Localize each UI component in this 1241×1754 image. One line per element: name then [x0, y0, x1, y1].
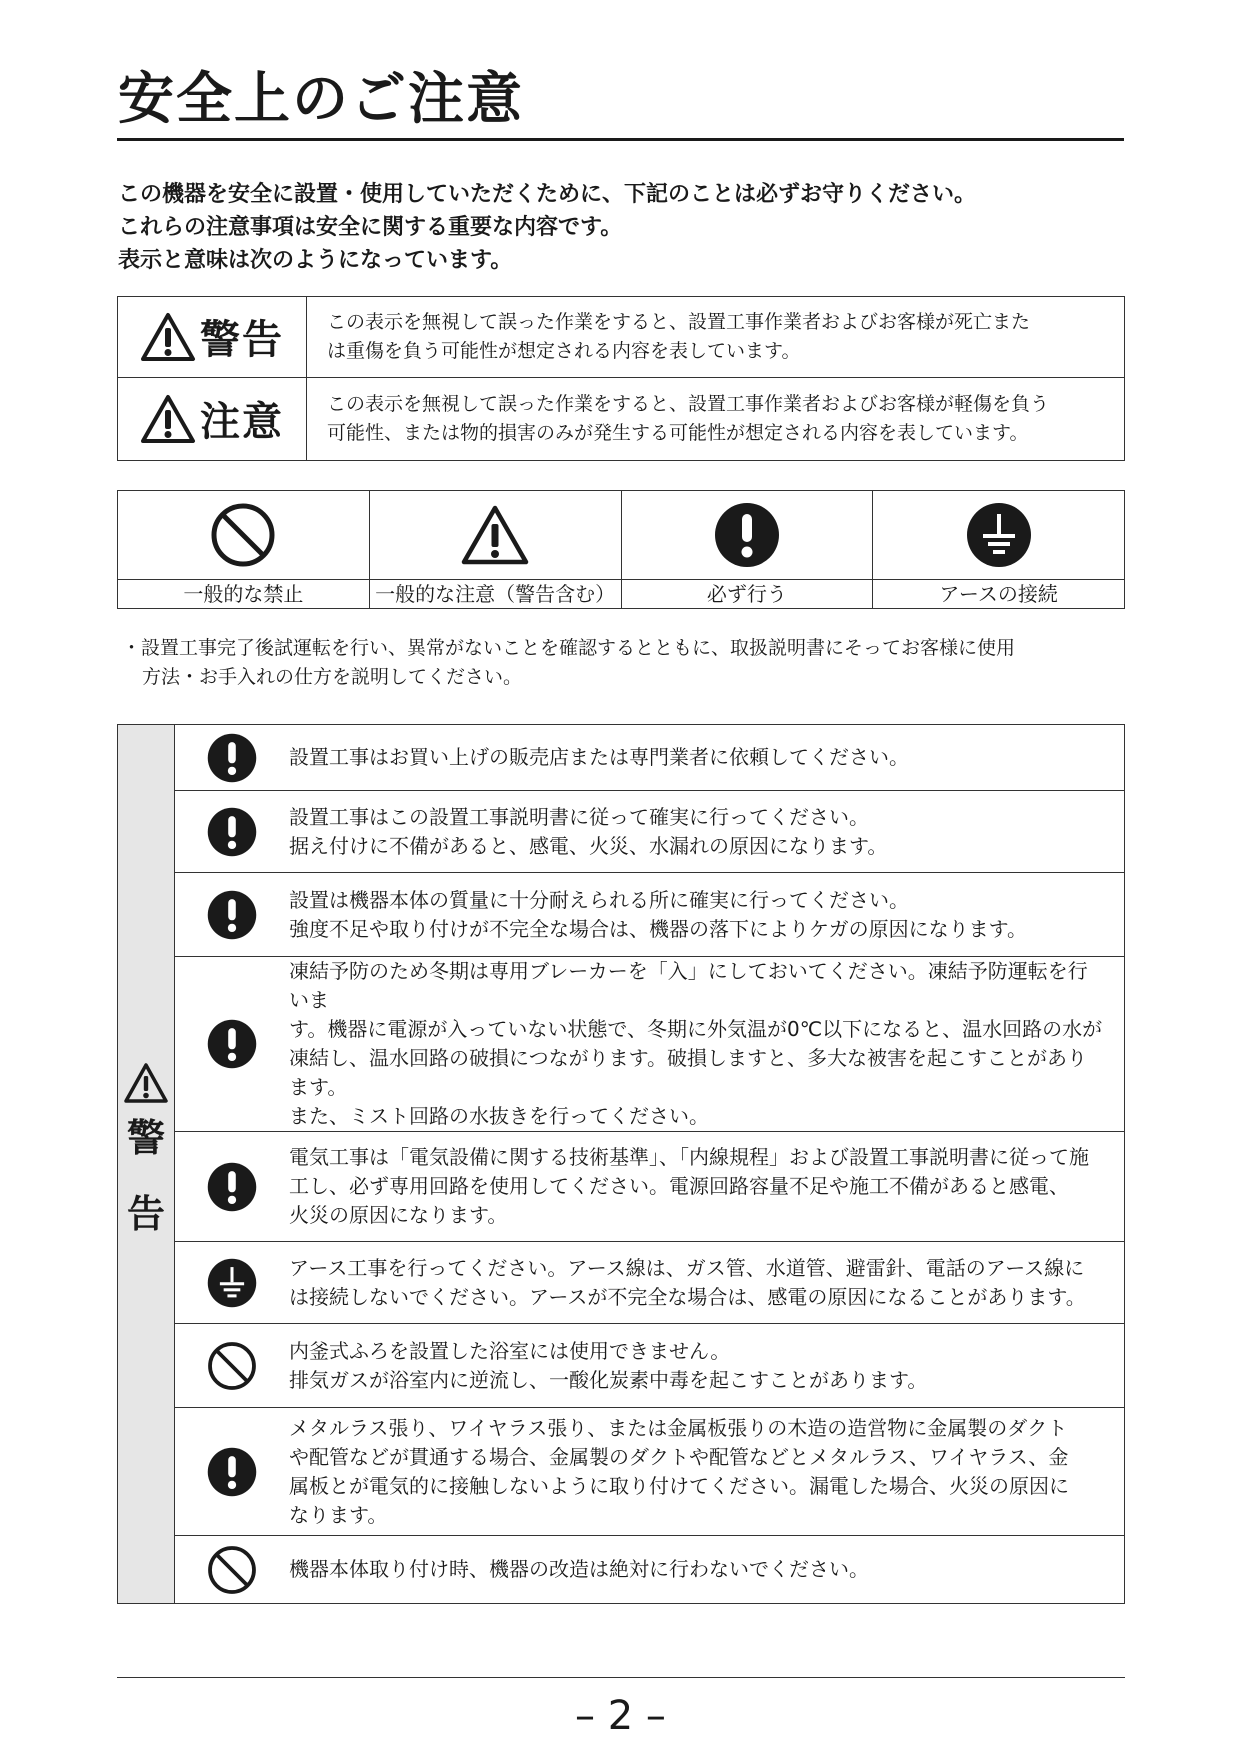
symbol-cell [118, 491, 370, 580]
symbol-cell [369, 491, 621, 580]
item-icon-cell [175, 725, 289, 791]
item-icon-cell [175, 1536, 289, 1604]
symbol-cell [873, 491, 1125, 580]
item-icon-cell [175, 1408, 289, 1536]
item-line: 設置工事はこの設置工事説明書に従って確実に行ってください。 [289, 804, 869, 829]
prohibition-icon [210, 502, 276, 568]
signal-word-cell [118, 297, 307, 378]
note-line: 方法・お手入れの仕方を説明してください。 [142, 666, 523, 688]
item-icon-cell [175, 957, 289, 1132]
item-line: アース工事を行ってください。アース線は、ガス管、水道管、避雷針、電話のアース線に [289, 1255, 1085, 1280]
item-text [288, 1536, 1125, 1604]
item-line: 排気ガスが浴室内に逆流し、一酸化炭素中毒を起こすことがあります。 [289, 1367, 928, 1392]
signal-row-caution [118, 378, 1125, 461]
warning-triangle-icon [140, 312, 196, 362]
item-text [288, 1408, 1125, 1536]
ground-icon [966, 502, 1032, 568]
page-number: – 2 – [575, 1693, 666, 1739]
description-line: この表示を無視して誤った作業をすると、設置工事作業者およびお客様が死亡また [327, 311, 1031, 333]
item-line: 凍結予防のため冬期は専用ブレーカーを「入」にしておいてください。凍結予防運転を行いま [289, 959, 1088, 1012]
signal-word-table [117, 296, 1125, 461]
mandatory-icon [207, 807, 257, 857]
symbol-label: アースの接続 [873, 580, 1125, 609]
symbol-cell [621, 491, 873, 580]
item-icon-cell [175, 1324, 289, 1408]
item-icon-cell [175, 1242, 289, 1324]
item-line: メタルラス張り、ワイヤラス張り、または金属板張りの木造の造営物に金属製のダクト [289, 1415, 1068, 1440]
mandatory-icon [207, 1019, 257, 1069]
mandatory-icon [207, 1447, 257, 1497]
warning-label-char: 告 [126, 1192, 165, 1236]
warning-list-table [117, 724, 1125, 1604]
item-line: す。機器に電源が入っていない状態で、冬期に外気温が0℃以下になると、温水回路の水が [289, 1017, 1103, 1041]
signal-row-warning [118, 297, 1125, 378]
prohibition-icon [207, 1545, 257, 1595]
warning-item [118, 957, 1125, 1132]
item-text [288, 725, 1125, 791]
symbol-label: 一般的な注意（警告含む） [369, 580, 621, 609]
signal-word-description [307, 378, 1125, 461]
item-text [288, 1324, 1125, 1408]
item-text [288, 873, 1125, 957]
item-line: 設置は機器本体の質量に十分耐えられる所に確実に行ってください。 [289, 887, 909, 912]
item-text [288, 1132, 1125, 1242]
mandatory-icon [207, 733, 257, 783]
warning-item [118, 873, 1125, 957]
item-line: 強度不足や取り付けが不完全な場合は、機器の落下によりケガの原因になります。 [289, 916, 1027, 941]
description-line: は重傷を負う可能性が想定される内容を表しています。 [327, 340, 801, 362]
footer-rule [117, 1677, 1125, 1678]
symbol-label: 必ず行う [621, 580, 873, 609]
warning-item [118, 1132, 1125, 1242]
item-text [288, 791, 1125, 873]
warning-item [118, 1242, 1125, 1324]
warning-item [118, 1536, 1125, 1604]
description-line: この表示を無視して誤った作業をすると、設置工事作業者およびお客様が軽傷を負う [327, 393, 1050, 415]
warning-item [118, 1408, 1125, 1536]
item-line: 内釜式ふろを設置した浴室には使用できません。 [289, 1338, 731, 1363]
intro-line: これらの注意事項は安全に関する重要な内容です。 [118, 215, 623, 240]
mandatory-icon [207, 890, 257, 940]
item-line: 機器本体取り付け時、機器の改造は絶対に行わないでください。 [289, 1557, 869, 1581]
item-line: 火災の原因になります。 [289, 1203, 508, 1227]
signal-word-description [307, 297, 1125, 378]
warning-triangle-icon [140, 394, 196, 444]
warning-triangle-icon [123, 1062, 169, 1104]
page-title: 安全上のご注意 [118, 67, 524, 132]
item-line: また、ミスト回路の水抜きを行ってください。 [289, 1104, 709, 1128]
item-line: や配管などが貫通する場合、金属製のダクトや配管などとメタルラス、ワイヤラス、金 [289, 1444, 1069, 1469]
item-text [288, 1242, 1125, 1324]
item-line: 属板とが電気的に接触しないように取り付けてください。漏電した場合、火災の原因に [289, 1473, 1069, 1498]
item-line: 設置工事はお買い上げの販売店または専門業者に依頼してください。 [289, 745, 909, 769]
item-icon-cell [175, 791, 289, 873]
warning-item [118, 791, 1125, 873]
item-icon-cell [175, 1132, 289, 1242]
intro-line: 表示と意味は次のようになっています。 [118, 248, 513, 273]
description-line: 可能性、または物的損害のみが発生する可能性が想定される内容を表しています。 [327, 422, 1029, 444]
warning-item [118, 725, 1125, 791]
note-line: ・設置工事完了後試運転を行い、異常がないことを確認するとともに、取扱説明書にそってお客様に使用 [122, 637, 1016, 659]
installation-note [122, 634, 1015, 692]
prohibition-icon [207, 1341, 257, 1391]
intro-text [118, 178, 976, 277]
signal-word-cell [118, 378, 307, 461]
item-line: 工し、必ず専用回路を使用してください。電源回路容量不足や施工不備があると感電、 [289, 1174, 1069, 1198]
title-rule [117, 138, 1124, 141]
item-line: 据え付けに不備があると、感電、火災、水漏れの原因になります。 [289, 833, 888, 858]
item-line: は接続しないでください。アースが不完全な場合は、感電の原因になることがあります。 [289, 1284, 1086, 1309]
intro-line: この機器を安全に設置・使用していただくために、下記のことは必ずお守りください。 [118, 182, 977, 207]
warning-label-char: 警 [126, 1116, 165, 1160]
ground-icon [207, 1258, 257, 1308]
item-line: なります。 [289, 1502, 388, 1527]
symbol-legend-table [117, 490, 1125, 609]
item-icon-cell [175, 873, 289, 957]
symbol-label: 一般的な禁止 [118, 580, 370, 609]
caution-triangle-icon [460, 504, 530, 566]
item-text [288, 957, 1125, 1132]
mandatory-icon [207, 1162, 257, 1212]
item-line: 凍結し、温水回路の破損につながります。破損しますと、多大な被害を起こすことがあります。 [289, 1046, 1087, 1099]
warning-section-label [118, 725, 175, 1604]
signal-word-label: 警告 [200, 317, 284, 364]
item-line: 電気工事は「電気設備に関する技術基準」、「内線規程」および設置工事説明書に従って施 [289, 1145, 1089, 1169]
signal-word-label: 注意 [200, 399, 284, 446]
warning-item [118, 1324, 1125, 1408]
mandatory-icon [714, 502, 780, 568]
